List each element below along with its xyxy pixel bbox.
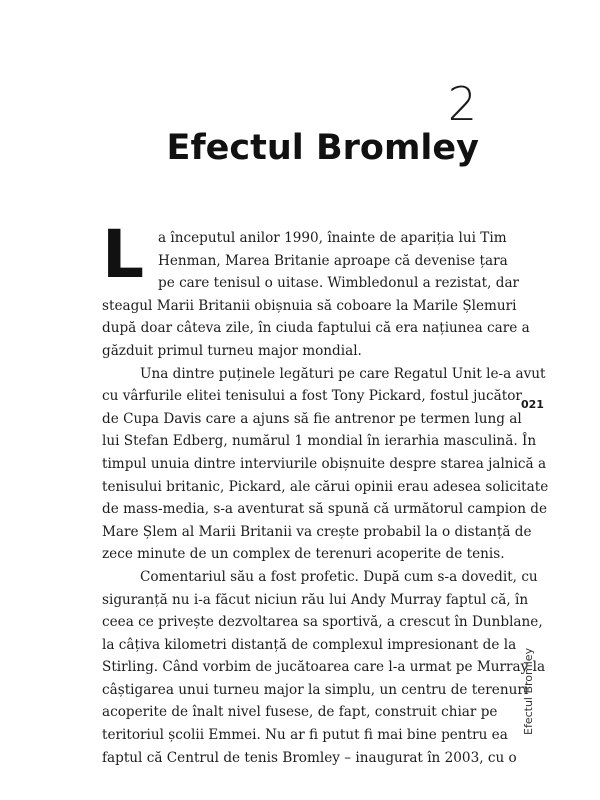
text-line: la câțiva kilometri distanță de complexul impresionant de la [102,636,517,653]
text-line: pe care tenisul o uitase. Wimbledonul a rezistat, dar [158,275,520,292]
text-line: tenisului britanic, Pickard, ale cărui opinii erau adesea solicitate [102,478,549,495]
text-line: Stirling. Când vorbim de jucătoarea care l-a urmat pe Murray la [102,659,546,676]
text-line: timpul unuia dintre interviurile obișnuite despre starea jalnică a [102,455,547,472]
drop-cap: L [102,216,145,293]
text-line: de Cupa Davis care a ajuns să fie antrenor pe termen lung al [102,410,522,427]
text-line: după doar câteva zile, în ciuda faptului că era națiunea care a [102,320,530,337]
text-line: Henman, Marea Britanie aproape că devenise țara [158,252,508,269]
text-line: zece minute de un complex de terenuri acoperite de tenis. [102,546,505,563]
text-line: faptul că Centrul de tenis Bromley – inaugurat în 2003, cu o [102,749,517,766]
text-line: Mare Șlem al Marii Britanii va crește probabil la o distanță de [102,523,532,540]
text-line: cu vârfurile elitei tenisului a fost Tony Pickard, fostul jucător [102,388,522,405]
text-line: Comentariul său a fost profetic. După cum s-a dovedit, cu [140,568,538,585]
text-line: câștigarea unui turneu major la simplu, un centru de terenuri [102,681,529,698]
text-line: lui Stefan Edberg, numărul 1 mondial în ierarhia masculină. În [102,433,537,450]
paragraph-1 [102,216,530,363]
text-line: de mass-media, s-a aventurat să spună că următorul campion de [102,501,548,518]
text-line: steagul Marii Britanii obișnuia să coboare la Marile Șlemuri [102,297,517,314]
text-line: ceea ce privește dezvoltarea sa sportivă, a crescut în Dunblane, [102,614,543,631]
text-line: siguranță nu i-a făcut niciun rău lui Andy Murray faptul că, în [102,591,529,608]
running-head: Efectul Bromley [522,647,535,735]
text-line: a începutul anilor 1990, înainte de apariția lui Tim [158,230,507,246]
page-number: 021 [521,398,544,411]
chapter-number: 2 [447,77,477,131]
text-line: teritoriul școlii Emmei. Nu ar fi putut fi mai bine pentru ea [102,727,508,744]
chapter-title: Efectul Bromley [166,128,479,168]
text-line: Una dintre puținele legături pe care Regatul Unit le-a avut [140,365,546,382]
text-line: găzduit primul turneu major mondial. [102,342,362,359]
text-line: acoperite de înalt nivel fusese, de fapt, construit chiar pe [102,704,498,721]
